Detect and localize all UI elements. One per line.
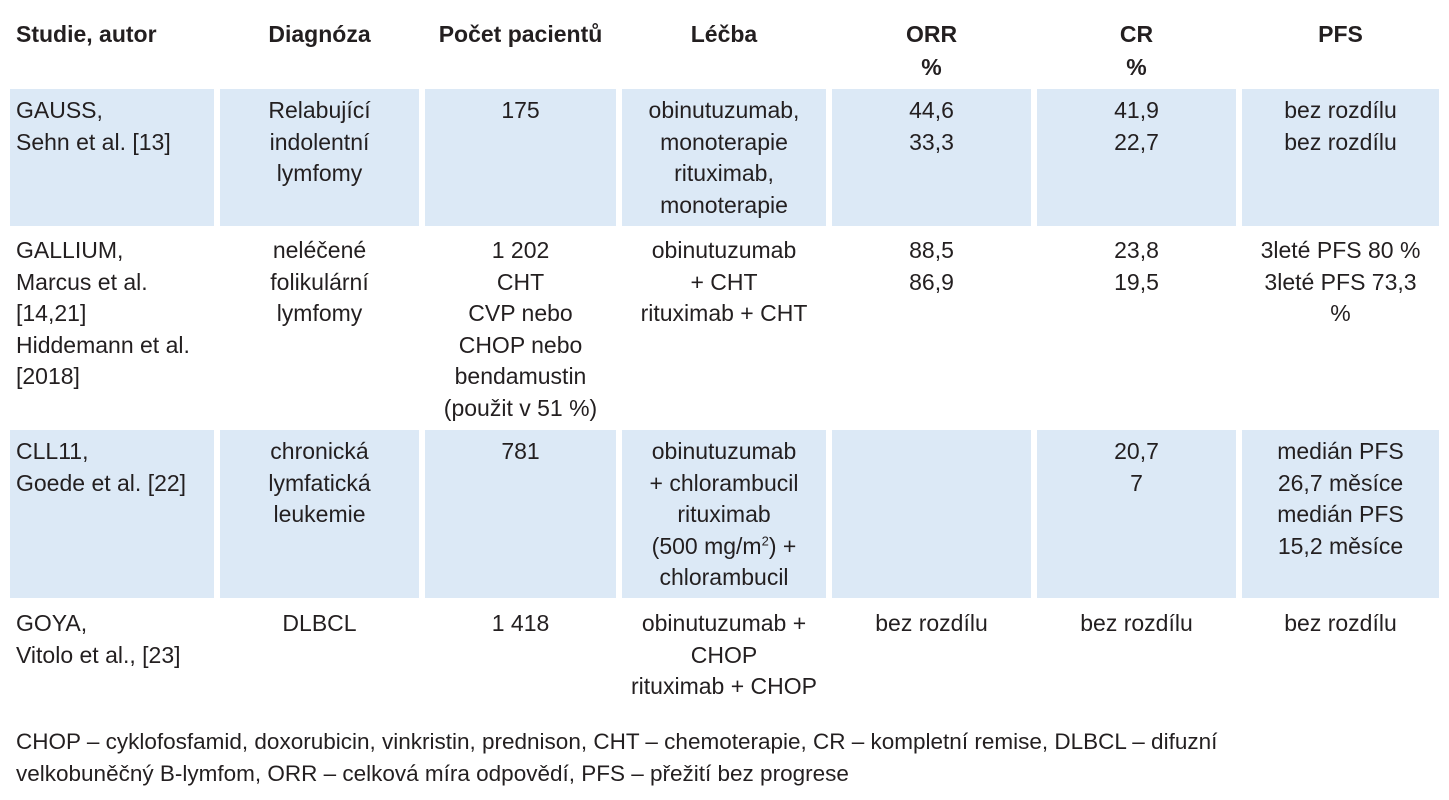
cell-pfs: bez rozdílu bez rozdílu	[1242, 89, 1439, 226]
dose-line: (500 $mg/m^2$) +	[651, 532, 797, 559]
cell-patient-count: 1 202 CHT CVP nebo CHOP nebo bendamustin (použit v 51 %)	[443, 237, 598, 421]
cell-diagnosis: neléčené folikulární lymfomy	[270, 237, 369, 326]
cell-orr: 44,6 33,3	[832, 89, 1031, 226]
cell-study-author: CLL11, Goede et al. [22]	[10, 430, 214, 598]
table-footnote: CHOP – cyklofosfamid, doxorubicin, vinkristin, prednison, CHT – chemoterapie, CR – kompletní remise, DLBCL – difuzní velkobuněčný B-lymfom, ORR – celková míra odpovědí, PFS – přežití bez progrese	[16, 729, 1218, 786]
cell-patient-count: 781	[425, 430, 616, 598]
cell-diagnosis: chronická lymfatická leukemie	[220, 430, 419, 598]
header-pfs: PFS	[1318, 21, 1363, 47]
cell-patient-count: 1 418	[491, 610, 550, 636]
cell-orr: bez rozdílu	[875, 610, 988, 636]
cell-study-author: GOYA, Vitolo et al., [23]	[16, 610, 181, 668]
table-row	[0, 430, 1449, 598]
header-treatment: Léčba	[690, 21, 758, 47]
cell-orr	[832, 430, 1031, 598]
cell-treatment: obinutuzumab, monoterapie rituximab, monoterapie	[622, 89, 826, 226]
header-orr: ORR %	[905, 21, 958, 80]
cell-cr: 23,8 19,5	[1114, 237, 1159, 295]
table-row	[0, 602, 1449, 702]
table-row	[0, 229, 1449, 426]
header-diagnosis: Diagnóza	[268, 21, 371, 47]
cell-pfs: medián PFS 26,7 měsíce medián PFS 15,2 měsíce	[1242, 430, 1439, 598]
header-patient-count: Počet pacientů	[438, 21, 603, 47]
cell-diagnosis: DLBCL	[282, 610, 357, 636]
cell-cr: 41,9 22,7	[1037, 89, 1236, 226]
cell-cr: bez rozdílu	[1080, 610, 1193, 636]
cell-patient-count: 175	[425, 89, 616, 226]
cell-treatment: obinutuzumab + CHOP rituximab + CHOP	[631, 610, 817, 699]
cell-study-author: GALLIUM, Marcus et al. [14,21] Hiddemann et al. [2018]	[16, 237, 190, 389]
cell-pfs: 3leté PFS 80 % 3leté PFS 73,3 %	[1260, 237, 1421, 326]
header-cr: CR %	[1119, 21, 1154, 80]
header-study-author: Studie, autor	[16, 21, 157, 47]
cell-pfs: bez rozdílu	[1284, 610, 1397, 636]
table-header-row	[0, 0, 1449, 88]
cell-treatment: obinutuzumab + chlorambucil rituximab (500 $mg/m^2$) + chlorambucil	[622, 430, 826, 598]
cell-diagnosis: Relabující indolentní lymfomy	[220, 89, 419, 226]
cell-cr: 20,7 7	[1037, 430, 1236, 598]
cell-orr: 88,5 86,9	[909, 237, 954, 295]
table-row	[0, 89, 1449, 226]
cell-study-author: GAUSS, Sehn et al. [13]	[10, 89, 214, 226]
cell-treatment: obinutuzumab + CHT rituximab + CHT	[640, 237, 808, 326]
